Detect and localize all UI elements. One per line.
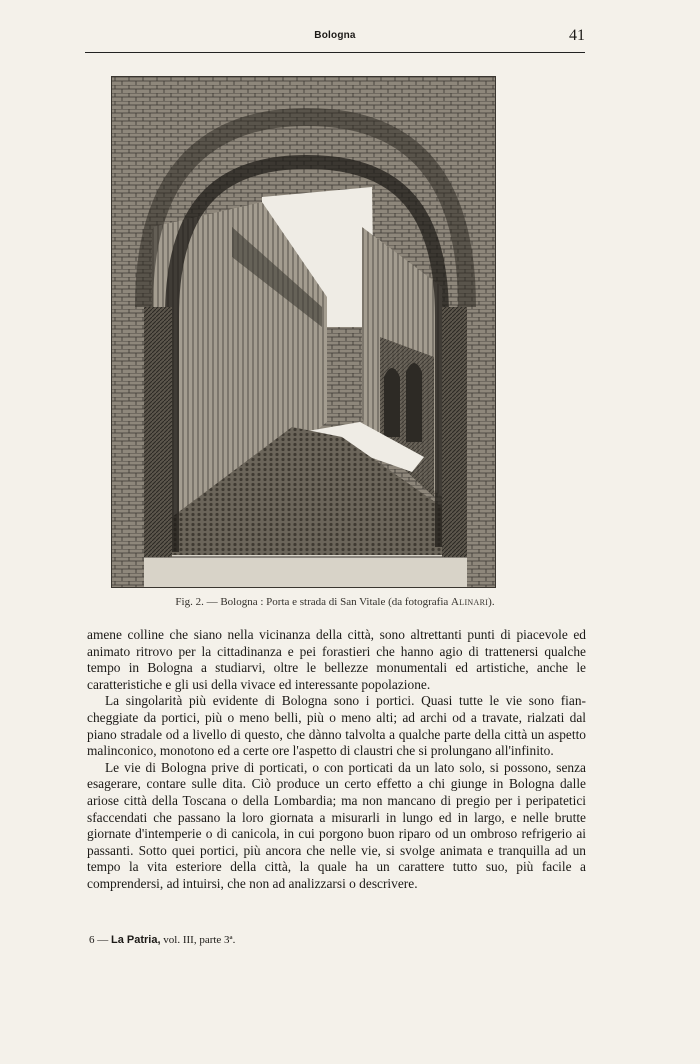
running-title: Bologna	[314, 30, 356, 41]
body-text	[87, 627, 586, 893]
porta-san-vitale-illustration	[112, 77, 495, 587]
caption-credit: Alinari	[451, 596, 489, 608]
figure-engraving	[111, 76, 496, 588]
caption-text: Fig. 2. — Bologna : Porta e strada di San Vitale (da fotografia	[175, 596, 449, 608]
page-number: 41	[569, 27, 585, 44]
header-rule	[85, 52, 585, 53]
paragraph-1: amene colline che siano nella vicinanza della città, sono altrettanti punti di piacevole ed animato ritrovo per la cittadinanza e pei forastieri che hanno agio di trattenersi qualche tempo in Bologna a studiarvi, oltre le bellezze monumentali ed artistiche, anche le caratteristiche e gli usi della vivace ed interessante popolazione.	[87, 627, 586, 692]
paragraph-3: Le vie di Bologna prive di porticati, o con porticati da un lato solo, si possono, senza esagerare, contare sulle dita. Ciò produce un certo effetto a chi giunge in Bologna dalle ariose città della Toscana o della Lombardia; ma non mancano di pregio per i peripatetici sfaccendati che passano la loro giornata a misurarli in lungo ed in largo, e nelle brutte giornate d'intemperie o di canicola, in cui porgono buon riparo od un ombroso refrigerio ai passanti. Sotto quei portici, più ancora che nelle vie, si svolge animata e tranquilla ad un tempo la vita esteriore della città, la quale ha un carattere tutto suo, più facile a comprendersi, ad intuirsi, che non ad analizzarsi o descrivere.	[87, 759, 586, 891]
caption-suffix: ).	[488, 596, 495, 608]
signature-line	[89, 934, 389, 946]
paragraph-2: La singolarità più evidente di Bologna sono i portici. Quasi tutte le vie sono fiancheggiate da portici, più o meno belli, più o meno alti; ad archi od a travate, rialzati dal piano stradale od a livello di questo, che dànno talvolta a qualche parte della città un aspetto malinconico, monotono ed a certe ore l'aspetto di claustri che si prolungano all'infinito.	[87, 693, 586, 759]
work-title: La Patria,	[111, 934, 161, 946]
signature-number: 6 —	[89, 934, 109, 946]
volume-info: vol. III, parte 3ª.	[163, 934, 236, 946]
figure-caption	[85, 596, 585, 608]
page-header	[85, 28, 585, 50]
